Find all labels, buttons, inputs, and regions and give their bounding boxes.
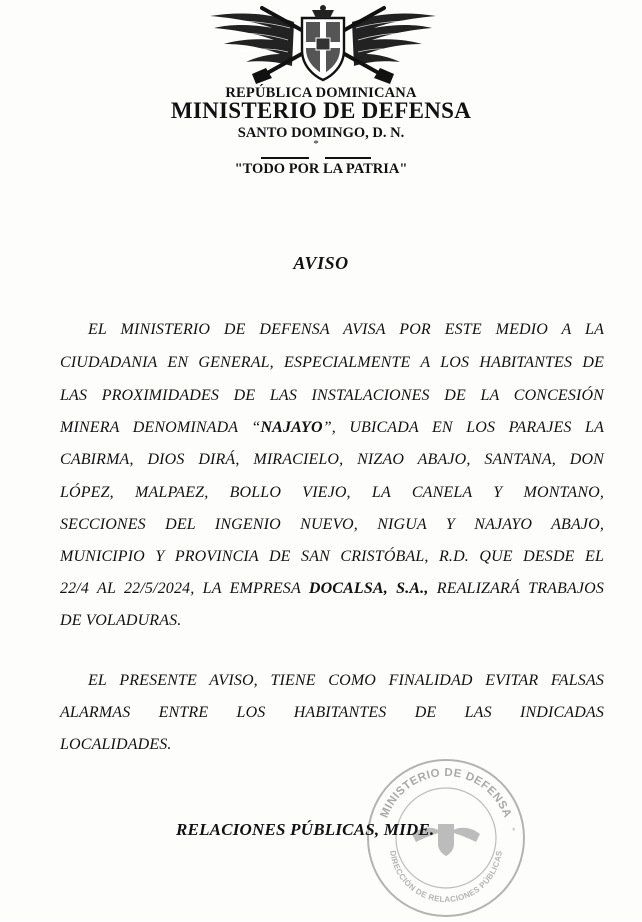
paragraph-2-line-1: EL PRESENTE AVISO, TIENE COMO FINALIDAD EVITAR FALSAS: [88, 672, 604, 689]
company-name: DOCALSA, S.A.,: [308, 580, 429, 597]
paragraph-1-line-6: LÓPEZ, MALPAEZ, BOLLO VIEJO, LA CANELA Y MONTANO,: [60, 484, 604, 501]
paragraph-1-line-5: CABIRMA, DIOS DIRÁ, MIRACIELO, NIZAO ABAJO, SANTANA, DON: [60, 451, 604, 468]
paragraph-1-line-7: SECCIONES DEL INGENIO NUEVO, NIGUA Y NAJAYO ABAJO,: [60, 516, 604, 533]
paragraph-1-line-1: EL MINISTERIO DE DEFENSA AVISA POR ESTE MEDIO A LA: [88, 321, 604, 338]
paragraph-2-line-3: LOCALIDADES.: [60, 736, 172, 753]
paragraph-1-line-4: [60, 419, 604, 437]
svg-text:*: *: [512, 826, 516, 836]
paragraph-1-line-9-start: 22/4 AL 22/5/2024, LA EMPRESA: [60, 580, 309, 597]
svg-text:DIRECCIÓN DE RELACIONES PÚBLIC: DIRECCIÓN DE RELACIONES PÚBLICAS: [388, 849, 504, 905]
paragraph-1-line-3: LAS PROXIMIDADES DE LAS INSTALACIONES DE LA CONCESIÓN: [60, 387, 604, 404]
svg-text:MINISTERIO DE DEFENSA: MINISTERIO DE DEFENSA: [378, 766, 514, 820]
ministry-name: MINISTERIO DE DEFENSA: [170, 98, 472, 123]
header-star: *: [313, 138, 319, 150]
paragraph-1-line-8: MUNICIPIO Y PROVINCIA DE SAN CRISTÓBAL, R.D. QUE DESDE EL: [60, 548, 604, 565]
paragraph-1-line-9: [60, 580, 604, 598]
signature-line: RELACIONES PÚBLICAS, MIDE.: [176, 820, 435, 839]
motto: "TODO POR LA PATRIA": [234, 161, 408, 177]
paragraph-1-line-2: CIUDADANIA EN GENERAL, ESPECIALMENTE A LOS HABITANTES DE: [60, 354, 604, 371]
city-name: SANTO DOMINGO, D. N.: [237, 125, 405, 141]
paragraph-1-line-4-end: ”, UBICADA EN LOS PARAJES LA: [322, 419, 604, 436]
motto-rule-right: [325, 157, 371, 159]
paragraph-2-line-2: ALARMAS ENTRE LOS HABITANTES DE LAS INDICADAS: [60, 704, 604, 721]
notice-title: AVISO: [293, 253, 349, 273]
country-name: REPÚBLICA DOMINICANA: [225, 85, 417, 101]
motto-rule-left: [261, 157, 309, 159]
paragraph-1-line-4-start: MINERA DENOMINADA “: [60, 419, 261, 436]
ministry-crest-icon: [206, 4, 440, 86]
paragraph-1-line-9-end: REALIZARÁ TRABAJOS: [428, 580, 605, 597]
concession-name: NAJAYO: [260, 419, 323, 436]
paragraph-1-line-10: DE VOLADURAS.: [60, 612, 182, 629]
